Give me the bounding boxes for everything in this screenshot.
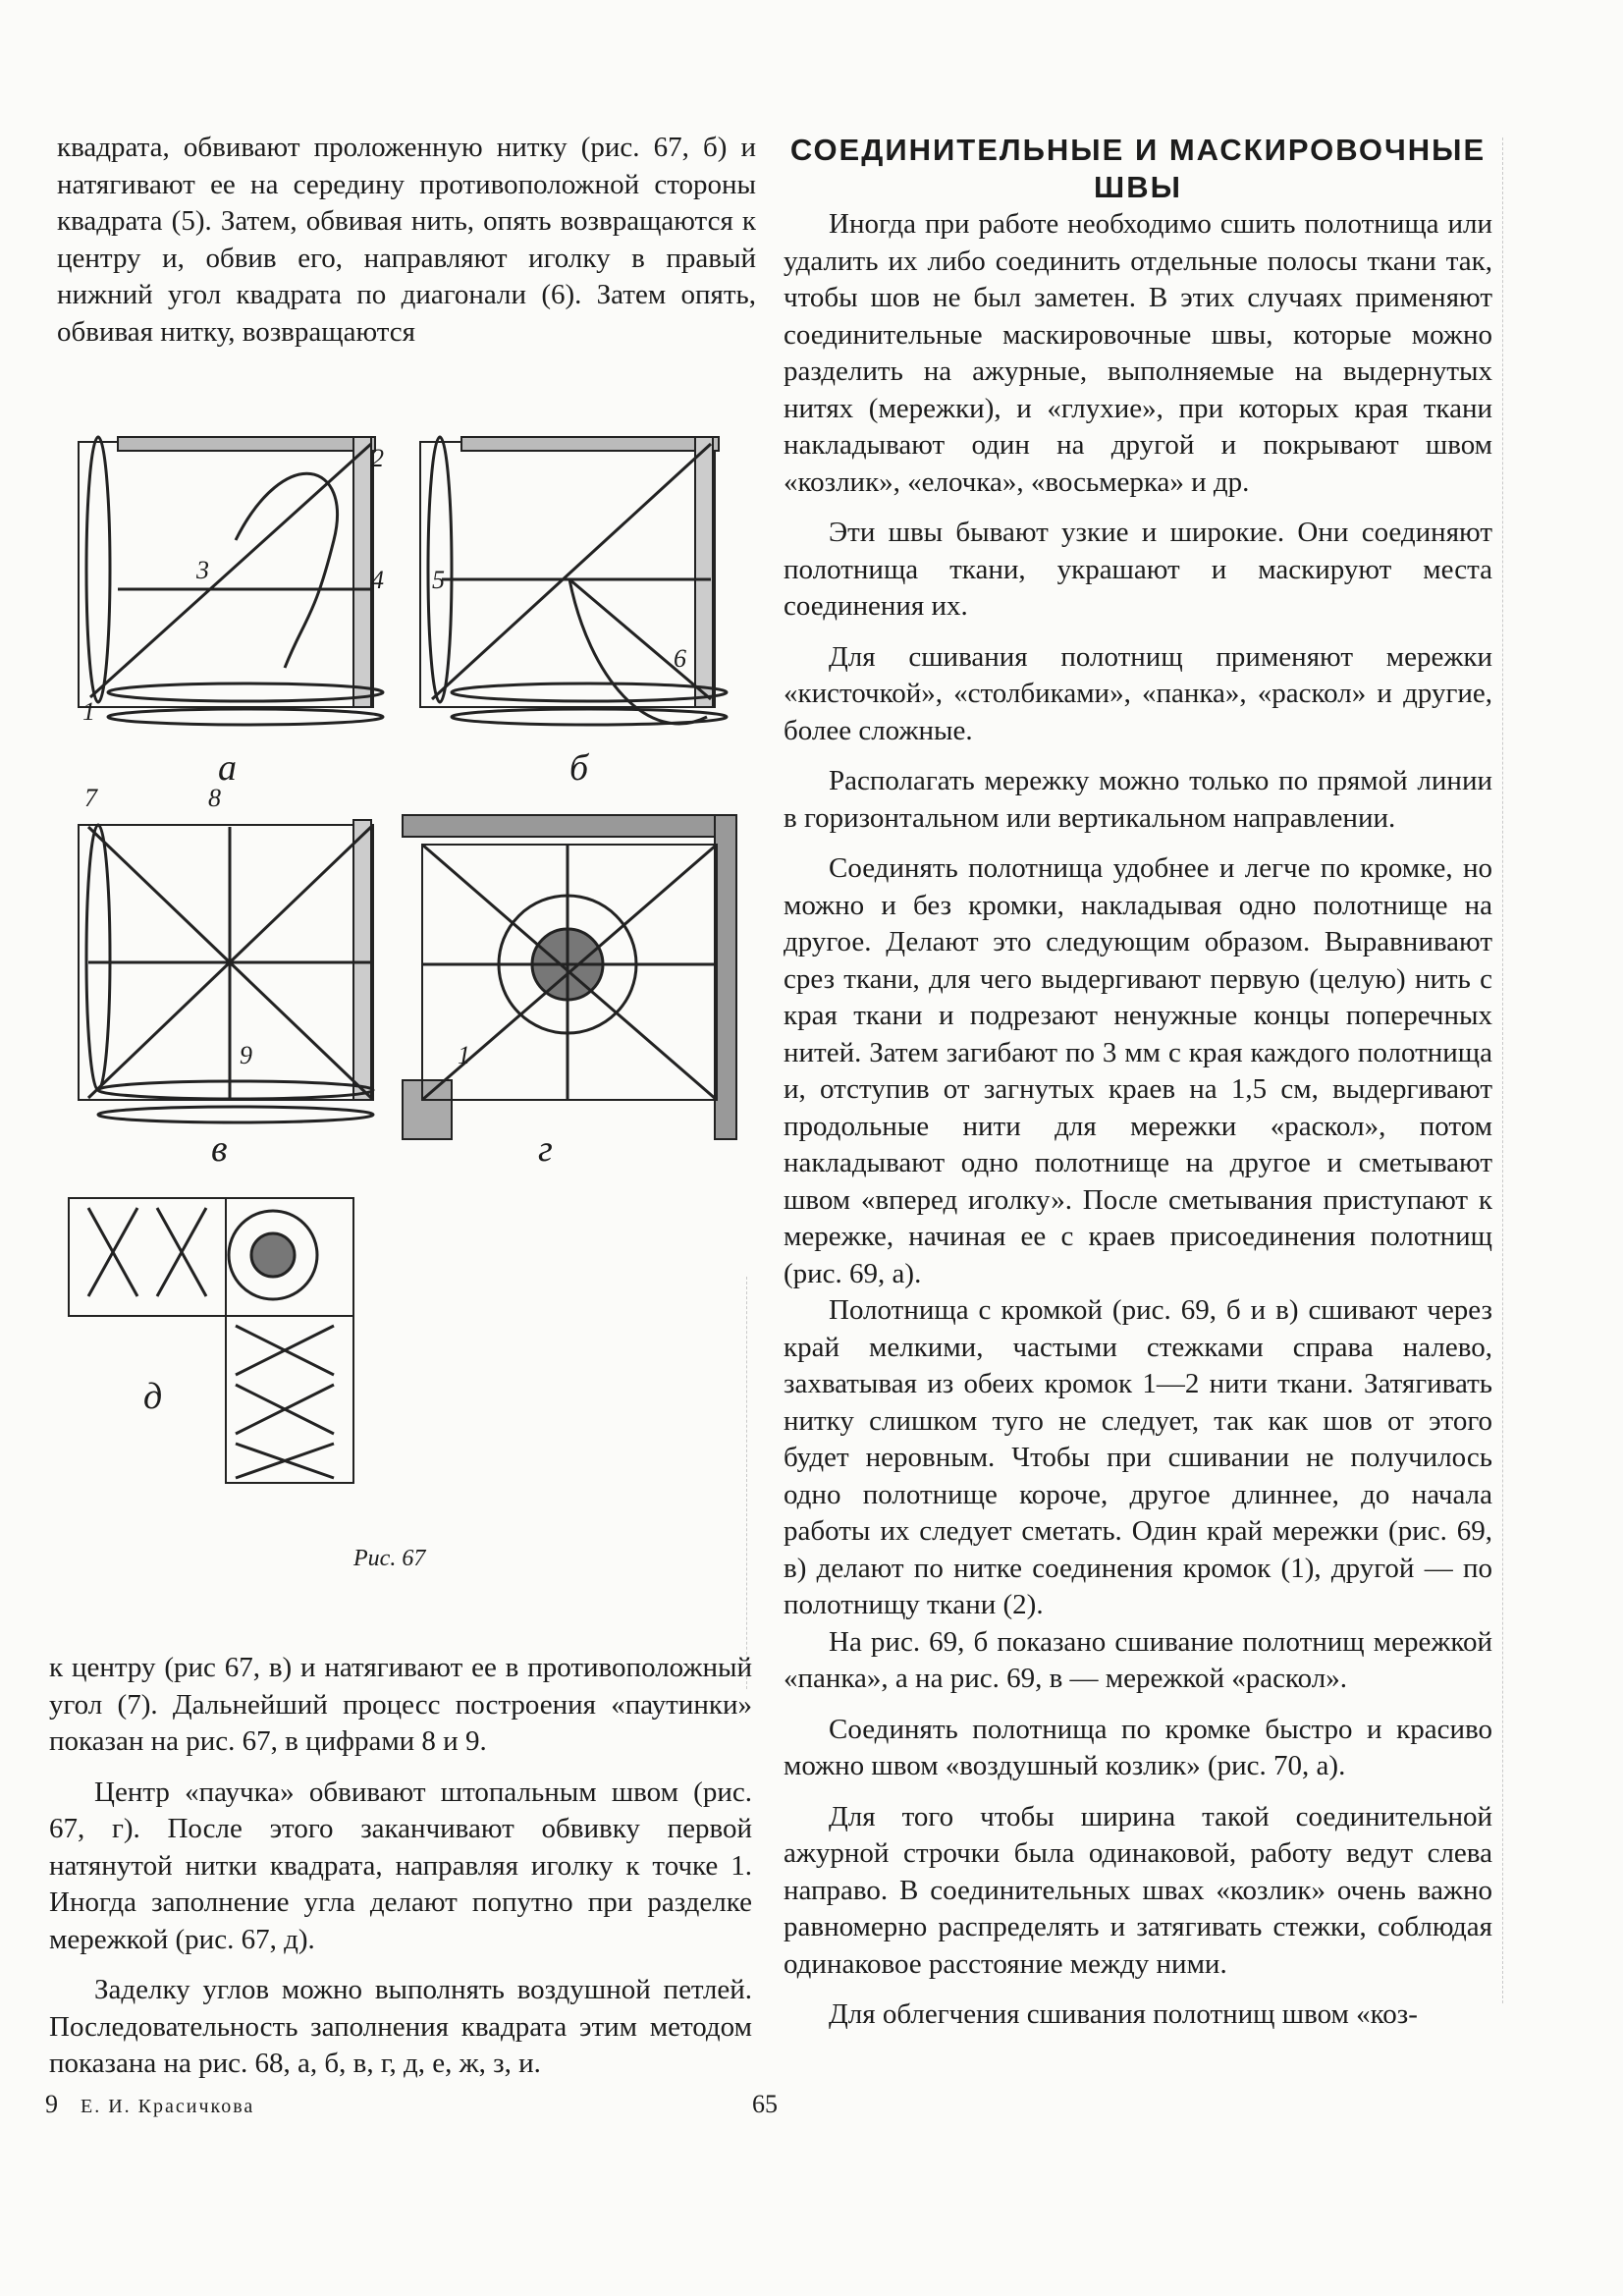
- number-label-1: 1: [82, 697, 95, 726]
- paragraph: Соединять полотнища по кромке быстро и красиво можно швом «воздушный козлик» (рис. 70, а).: [784, 1713, 1492, 1781]
- paragraph: Центр «паучка» обвивают штопальным швом (рис. 67, г). После этого заканчивают обвивку первой натянутой нитки квадрата, направляя иголку к точке 1. Иногда заполнение угла делают попутно при разделке мережкой (рис. 67, д).: [49, 1776, 752, 1955]
- number-label-5: 5: [432, 566, 445, 594]
- figure-caption: Рис. 67: [353, 1546, 426, 1571]
- paragraph: Для того чтобы ширина такой соединительной ажурной строчки была одинаковой, работу ведут слева направо. В соединительных швах «козлик» очень важно равномерно распределять и затягивать стежки, соблюдая одинаковое расстояние между ними.: [784, 1800, 1492, 1980]
- author-name: Е. И. Красичкова: [81, 2096, 255, 2117]
- right-column-text: [784, 206, 1492, 2034]
- scan-artifact-line: [1502, 137, 1503, 2003]
- paragraph: к центру (рис 67, в) и натягивают ее в противоположный угол (7). Дальнейший процесс построения «паутинки» показан на рис. 67, в цифрами 8 и 9.: [49, 1652, 752, 1757]
- panel-d-drawing: [69, 1198, 353, 1483]
- panel-g-drawing: [403, 815, 736, 1139]
- number-label-1-g: 1: [458, 1041, 470, 1069]
- left-column-top-text: [57, 130, 756, 351]
- paragraph: Для сшивания полотнищ применяют мережки «кисточкой», «столбиками», «панка», «раскол» и другие, более сложные.: [784, 640, 1492, 746]
- paragraph: На рис. 69, б показано сшивание полотнищ мережкой «панка», а на рис. 69, в — мережкой «раскол».: [784, 1625, 1492, 1694]
- number-label-2: 2: [371, 444, 384, 472]
- paragraph: Эти швы бывают узкие и широкие. Они соединяют полотнища ткани, украшают и маскируют места соединения их.: [784, 517, 1492, 622]
- number-label-7: 7: [84, 784, 97, 812]
- panel-label-v: в: [211, 1128, 228, 1170]
- paragraph: Располагать мережку можно только по прямой линии в горизонтальном или вертикальном направлении.: [784, 765, 1492, 834]
- panel-label-g: г: [538, 1128, 553, 1170]
- paragraph: Для облегчения сшивания полотнищ швом «коз-: [829, 1998, 1418, 2030]
- number-label-3: 3: [196, 556, 209, 584]
- paragraph: Полотнища с кромкой (рис. 69, б и в) сшивают через край мелкими, частыми стежками справа налево, захватывая из обеих кромок 1—2 нити ткани. Затягивать нитку слишком туго не следует, так как шов от этого будет неровным. Чтобы при сшивании не получилось одно полотнище короче, другое длиннее, до начала работы их следует сметать. Один край мережки (рис. 69, в) делают по нитке соединения кромок (1), другой — по полотнищу ткани (2).: [784, 1294, 1492, 1620]
- panel-a-drawing: [79, 437, 383, 725]
- number-label-6: 6: [674, 644, 686, 673]
- section-heading: СОЕДИНИТЕЛЬНЫЕ И МАСКИРОВОЧНЫЕ ШВЫ: [789, 133, 1487, 204]
- panel-b-drawing: [420, 437, 727, 725]
- left-column-bottom-text: [49, 1650, 752, 2083]
- page-number: 65: [752, 2090, 778, 2118]
- figure-67-illustration: [59, 422, 746, 1542]
- number-label-9: 9: [240, 1041, 252, 1069]
- panel-label-b: б: [569, 747, 589, 789]
- panel-v-drawing: [79, 820, 373, 1122]
- number-label-4: 4: [371, 566, 384, 594]
- scan-artifact-line: [746, 1277, 747, 1689]
- panel-label-a: а: [218, 747, 237, 789]
- paragraph: квадрата, обвивают проложенную нитку (рис. 67, б) и натягивают ее на середину противоположной стороны квадрата (5). Затем, обвивая нить, опять возвращаются к центру и, обвив его, направляют иголку в правый нижний угол квадрата по диагонали (6). Затем опять, обвивая нитку, возвращаются: [57, 132, 756, 348]
- panel-label-d: д: [143, 1376, 163, 1417]
- paragraph: Заделку углов можно выполнять воздушной петлей. Последовательность заполнения квадрата этим методом показана на рис. 68, а, б, в, г, д, е, ж, з, и.: [49, 1974, 752, 2079]
- number-label-8: 8: [208, 784, 221, 812]
- sheet-number: 9: [45, 2090, 58, 2118]
- paragraph: Соединять полотнища удобнее и легче по кромке, но можно и без кромки, накладывая одно полотнище на другое. Делают это следующим образом. Выравнивают срез ткани, для чего выдергивают первую (целую) нить с края ткани и подрезают ненужные концы поперечных нитей. Затем загибают по 3 мм с края каждого полотнища и, отступив от загнутых краев на 1,5 см, выдергивают продольные нити для мережки «раскол», потом накладывают одно полотнище на другое и сметывают швом «вперед иголку». После сметывания приступают к мережке, начиная ее с краев присоединения полотнищ (рис. 69, а).: [784, 852, 1492, 1289]
- paragraph: Иногда при работе необходимо сшить полотнища или удалить их либо соединить отдельные полосы ткани так, чтобы шов не был заметен. В этих случаях применяют соединительные маскировочные швы, которые можно разделить на ажурные, выполняемые на выдернутых нитях (мережки), и «глухие», при которых края ткани накладывают один на другой и покрывают швом «козлик», «елочка», «восьмерка» и др.: [784, 208, 1492, 498]
